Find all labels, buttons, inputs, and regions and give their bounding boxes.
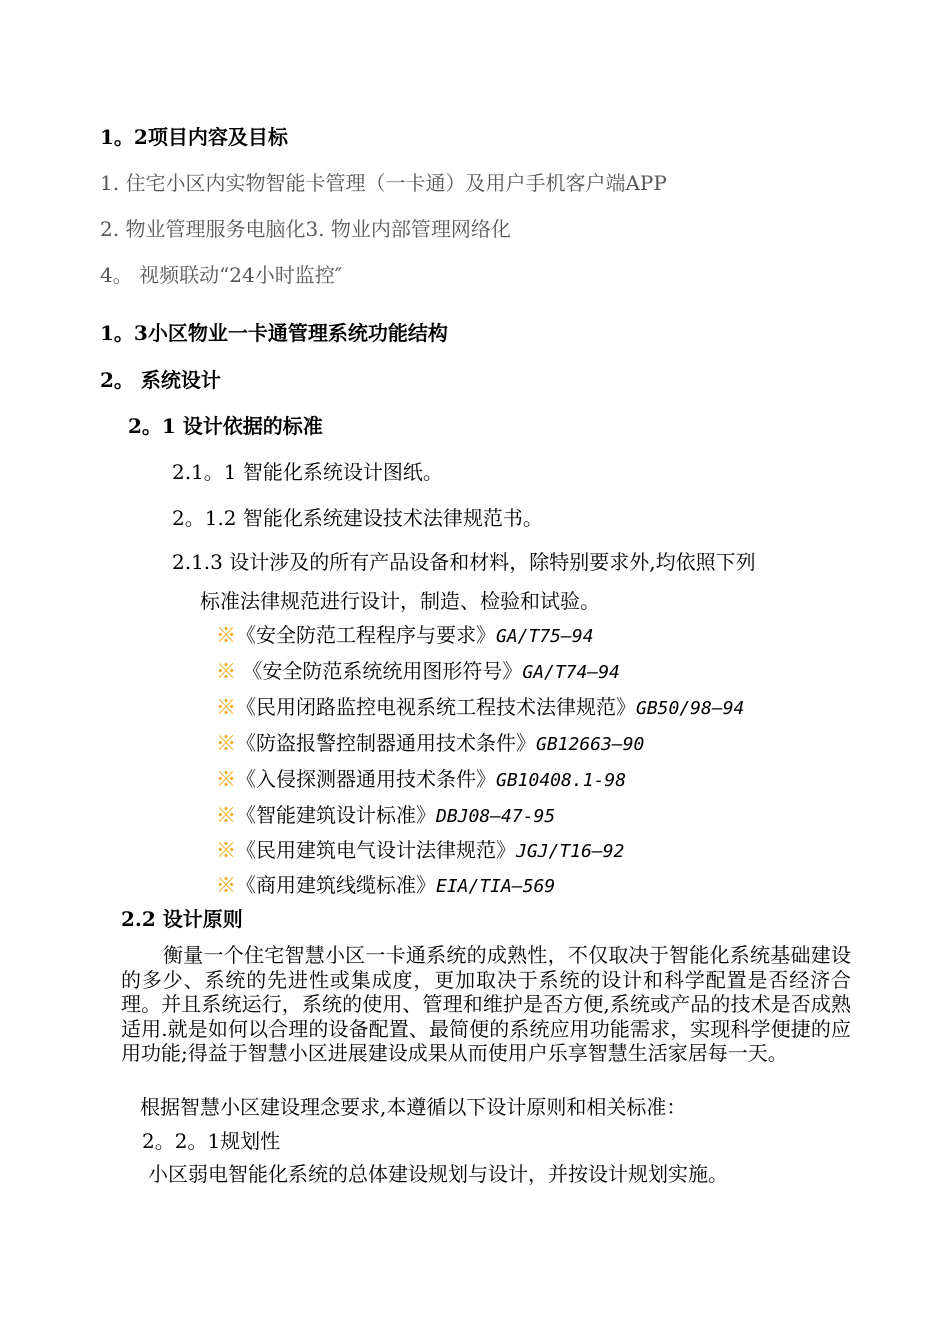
standard-item	[216, 873, 555, 899]
list-item: 2. 物业管理服务电脑化3. 物业内部管理网络化	[100, 217, 511, 241]
standard-code: DBJ08—47-95	[436, 806, 556, 827]
standard-name: 《智能建筑设计标准》	[236, 803, 436, 827]
reference-mark-icon: ※	[216, 873, 236, 897]
standard-code: GB12663—90	[536, 734, 645, 755]
standard-code: EIA/TIA—569	[436, 876, 556, 897]
reference-mark-icon: ※	[216, 731, 236, 755]
heading-2-2-1: 2。2。1规划性	[142, 1129, 281, 1153]
standard-item	[216, 695, 744, 721]
list-item: 4。 视频联动“24小时监控″	[100, 263, 343, 287]
paragraph-design-principle: 衡量一个住宅智慧小区一卡通系统的成熟性，不仅取决于智能化系统基础建设的多少、系统的先进性或集成度，更加取决于系统的设计和科学配置是否经济合理。并且系统运行，系统的使用、管理和维护是否方便,系统或产品的技术是否成熟适用.就是如何以合理的设备配置、最简便的系统应用功能需求，实现科学便捷的应用功能;得益于智慧小区进展建设成果从而使用户乐享智慧生活家居每一天。	[121, 943, 851, 1065]
standard-code: GB50/98—94	[636, 698, 745, 719]
item-2-1-3-continued: 标准法律规范进行设计，制造、检验和试验。	[200, 589, 600, 613]
standard-item	[216, 623, 594, 649]
heading-1-3: 1。3小区物业一卡通管理系统功能结构	[100, 321, 448, 345]
standard-name: 《民用建筑电气设计法律规范》	[236, 838, 516, 862]
reference-mark-icon: ※	[216, 659, 236, 683]
standard-item	[216, 838, 624, 864]
item-2-1-2: 2。1.2 智能化系统建设技术法律规范书。	[172, 506, 543, 530]
list-item: 1. 住宅小区内实物智能卡管理（一卡通）及用户手机客户端APP	[100, 171, 667, 195]
standard-name: 《安全防范工程程序与要求》	[236, 623, 496, 647]
standard-name: 《入侵探测器通用技术条件》	[236, 767, 496, 791]
heading-1-2: 1。2项目内容及目标	[100, 125, 288, 149]
reference-mark-icon: ※	[216, 803, 236, 827]
heading-2: 2。 系统设计	[100, 368, 221, 392]
paragraph-intro: 根据智慧小区建设理念要求,本遵循以下设计原则和相关标准：	[140, 1095, 687, 1119]
standard-code: GA/T75—94	[496, 626, 594, 647]
standard-name: 《安全防范系统统用图形符号》	[236, 659, 523, 683]
item-2-1-3: 2.1.3 设计涉及的所有产品设备和材料，除特别要求外,均依照下列	[172, 550, 756, 574]
standard-name: 《防盗报警控制器通用技术条件》	[236, 731, 536, 755]
standard-item	[216, 659, 620, 685]
paragraph-planning: 小区弱电智能化系统的总体建设规划与设计，并按设计规划实施。	[148, 1162, 728, 1186]
standard-item	[216, 767, 626, 793]
standard-item	[216, 731, 644, 757]
heading-2-2: 2.2 设计原则	[121, 907, 243, 931]
standard-code: GA/T74—94	[522, 662, 620, 683]
reference-mark-icon: ※	[216, 623, 236, 647]
item-2-1-1: 2.1。1 智能化系统设计图纸。	[172, 460, 443, 484]
heading-2-1: 2。1 设计依据的标准	[128, 414, 323, 438]
standard-code: JGJ/T16—92	[516, 841, 625, 862]
standard-name: 《商用建筑线缆标准》	[236, 873, 436, 897]
standard-code: GB10408.1-98	[496, 770, 627, 791]
reference-mark-icon: ※	[216, 838, 236, 862]
standard-item	[216, 803, 555, 829]
reference-mark-icon: ※	[216, 695, 236, 719]
reference-mark-icon: ※	[216, 767, 236, 791]
standard-name: 《民用闭路监控电视系统工程技术法律规范》	[236, 695, 636, 719]
